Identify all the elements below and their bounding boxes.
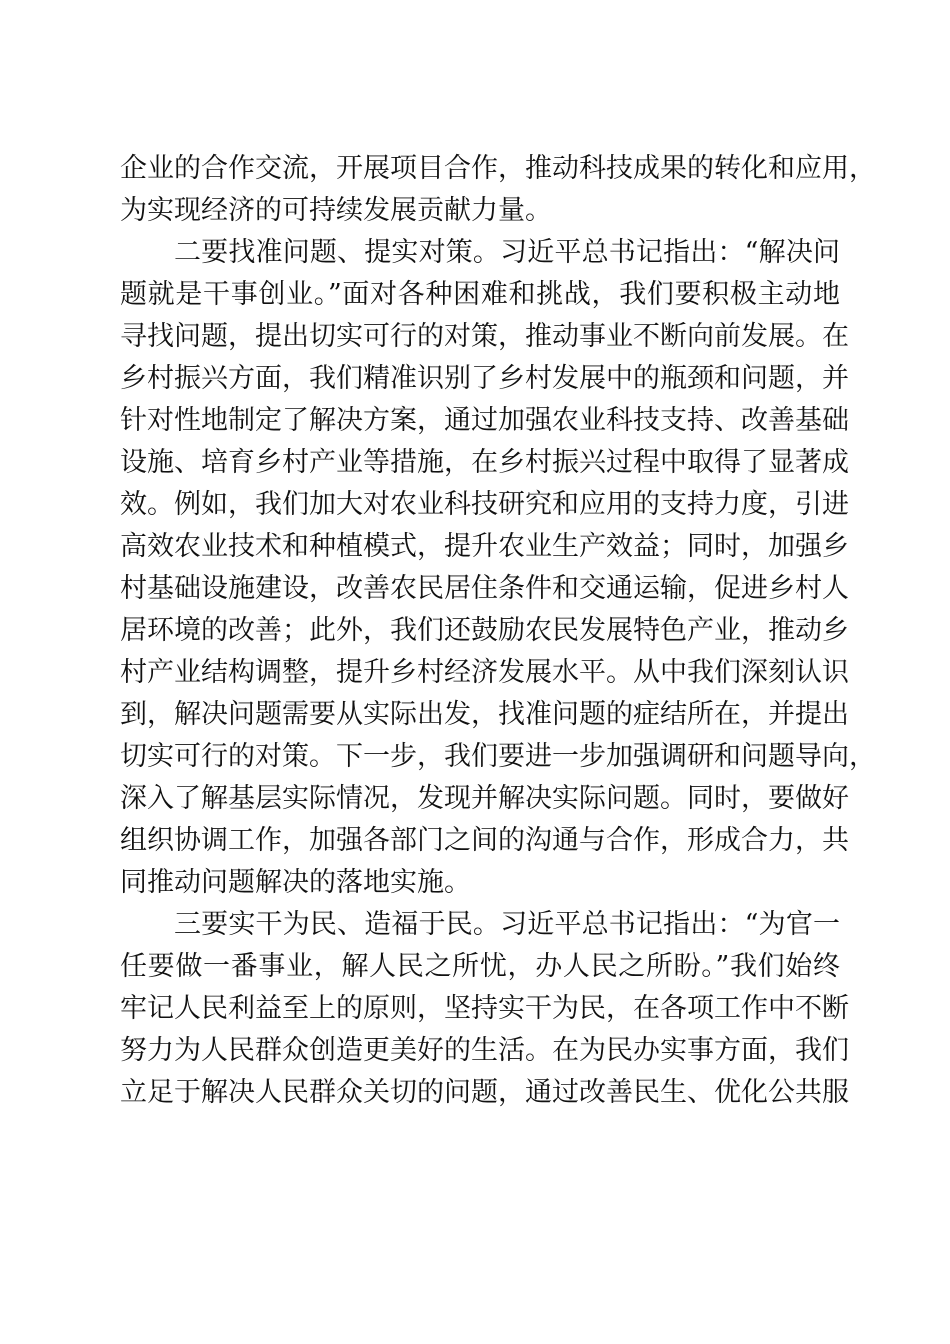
- paragraph-line: 组织协调工作，加强各部门之间的沟通与合作，形成合力，共: [120, 825, 849, 856]
- paragraph-line: 效。例如，我们加大对农业科技研究和应用的支持力度，引进: [120, 489, 849, 520]
- paragraph-line: 同推动问题解决的落地实施。: [120, 867, 471, 898]
- paragraph-line: 深入了解基层实际情况，发现并解决实际问题。同时，要做好: [120, 783, 849, 814]
- paragraph-line: 寻找问题，提出切实可行的对策，推动事业不断向前发展。在: [120, 321, 849, 352]
- paragraph-line: 切实可行的对策。下一步，我们要进一步加强调研和问题导向，: [120, 741, 876, 772]
- paragraph-line: 为实现经济的可持续发展贡献力量。: [120, 195, 552, 226]
- paragraph-line: 题就是干事创业。”面对各种困难和挑战，我们要积极主动地: [120, 279, 840, 310]
- paragraph-line: 设施、培育乡村产业等措施，在乡村振兴过程中取得了显著成: [120, 447, 849, 478]
- paragraph-line: 村产业结构调整，提升乡村经济发展水平。从中我们深刻认识: [120, 657, 849, 688]
- paragraph-line: 乡村振兴方面，我们精准识别了乡村发展中的瓶颈和问题，并: [120, 363, 849, 394]
- paragraph-line: 到，解决问题需要从实际出发，找准问题的症结所在，并提出: [120, 699, 849, 730]
- paragraph-2: [120, 232, 876, 904]
- paragraph-line: 牢记人民利益至上的原则，坚持实干为民，在各项工作中不断: [120, 993, 849, 1024]
- paragraph-line: 企业的合作交流，开展项目合作，推动科技成果的转化和应用，: [120, 153, 876, 184]
- paragraph-line: 针对性地制定了解决方案，通过加强农业科技支持、改善基础: [120, 405, 849, 436]
- paragraph-line: 三要实干为民、造福于民。习近平总书记指出：“为官一: [174, 909, 840, 940]
- paragraph-line: 高效农业技术和种植模式，提升农业生产效益；同时，加强乡: [120, 531, 849, 562]
- paragraph-line: 立足于解决人民群众关切的问题，通过改善民生、优化公共服: [120, 1077, 849, 1108]
- paragraph-line: 二要找准问题、提实对策。习近平总书记指出：“解决问: [174, 237, 840, 268]
- paragraph-line: 居环境的改善；此外，我们还鼓励农民发展特色产业，推动乡: [120, 615, 849, 646]
- paragraph-1: [120, 148, 876, 232]
- paragraph-line: 任要做一番事业，解人民之所忧，办人民之所盼。”我们始终: [120, 951, 840, 982]
- paragraph-line: 村基础设施建设，改善农民居住条件和交通运输，促进乡村人: [120, 573, 849, 604]
- paragraph-3: [120, 904, 849, 1114]
- paragraph-line: 努力为人民群众创造更美好的生活。在为民办实事方面，我们: [120, 1035, 849, 1066]
